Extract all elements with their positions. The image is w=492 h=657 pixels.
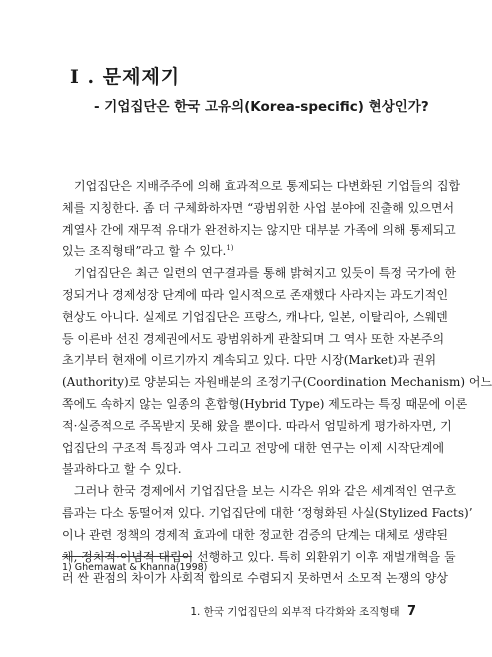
page-number: 7 [406, 604, 416, 619]
body-line [62, 263, 457, 285]
body-text [62, 176, 492, 590]
body-line [62, 176, 461, 198]
footnote: 1) Ghemawat & Khanna(1998) [62, 562, 208, 573]
body-line [62, 198, 455, 220]
chapter-subtitle: - 기업집단은 한국 고유의(Korea-specific) 현상인가? [94, 99, 429, 115]
body-line [62, 241, 414, 263]
body-line-text: 러 싼 관점의 차이가 사회적 합의로 수렴되지 못하면서 소모적 논쟁의 양상 [62, 571, 448, 586]
body-line-text: 적·실증적으로 주목받지 못해 왔을 뿐이다. 따라서 엄밀하게 평가하자면, 기 [62, 418, 452, 433]
body-line-text: 이나 관련 정책의 경제적 효과에 대한 정교한 검증의 단계는 대체로 생략된 [62, 527, 448, 542]
body-line-text: 그러나 한국 경제에서 기업집단을 보는 시각은 위와 같은 세계적인 연구흐 [74, 484, 457, 499]
footnote-divider [62, 556, 192, 557]
body-line [62, 394, 468, 416]
footnote-reference: 1) [226, 244, 234, 253]
body-line [62, 350, 437, 372]
body-line-text: 등 이른바 선진 경제권에서도 광범위하게 관찰되며 그 역사 또한 자본주의 [62, 331, 445, 346]
body-line-text: 정되거나 경제성장 단계에 따라 일시적으로 존재했다 사라지는 과도기적인 [62, 287, 449, 302]
body-line [62, 416, 452, 438]
body-line-text: 기업집단은 지배주주에 의해 효과적으로 통제되는 다변화된 기업들의 집합 [74, 179, 461, 193]
body-line-text: 초기부터 현재에 이르기까지 계속되고 있다. 다만 시장(Market)과 권위 [62, 353, 437, 368]
body-line [62, 459, 414, 481]
body-line-text: 기업집단은 최근 일련의 연구결과를 통해 밝혀지고 있듯이 특정 국가에 한 [74, 266, 457, 281]
running-title: 1. 한국 기업집단의 외부적 다각화와 조직형태 [190, 606, 400, 618]
body-line-text: 채, 정치적·이념적 대립이 선행하고 있다. 특히 외환위기 이후 재벌개혁을 둘 [62, 549, 456, 564]
body-line [62, 438, 445, 460]
body-line-text: 쪽에도 속하지 않는 일종의 혼합형(Hybrid Type) 제도라는 특징 때문에 이론 [62, 396, 468, 411]
body-line [62, 307, 448, 329]
body-line [62, 481, 457, 503]
body-line [62, 220, 456, 242]
body-line [62, 525, 448, 547]
body-line-text: 계열사 간에 재무적 유대가 완전하지는 않지만 대부분 가족에 의해 통제되고 [62, 222, 456, 237]
body-line [62, 285, 449, 307]
body-line [62, 329, 445, 351]
body-line-text: 현상도 아니다. 실제로 기업집단은 프랑스, 캐나다, 일본, 이탈리아, 스웨덴 [62, 309, 448, 324]
body-line [62, 503, 473, 525]
body-line-text: 불과하다고 할 수 있다. [62, 462, 182, 477]
body-line [62, 372, 492, 394]
body-line-text: 체를 지칭한다. 좀 더 구체화하자면 “광범위한 사업 분야에 진출해 있으면서 [62, 200, 455, 215]
body-line-text: 름과는 다소 동떨어져 있다. 기업집단에 대한 ‘정형화된 사실(Stylized Facts)’ [62, 505, 473, 520]
running-footer [190, 604, 416, 619]
chapter-heading: I . 문제제기 [70, 66, 181, 88]
body-line-text: (Authority)로 양분되는 자원배분의 조정기구(Coordination Mechanism) 어느 [62, 375, 492, 390]
body-line-text: 업집단의 구조적 특징과 역사 그리고 전망에 대한 연구는 이제 시작단계에 [62, 440, 445, 455]
body-line-text: 있는 조직형태”라고 할 수 있다. [62, 244, 227, 259]
